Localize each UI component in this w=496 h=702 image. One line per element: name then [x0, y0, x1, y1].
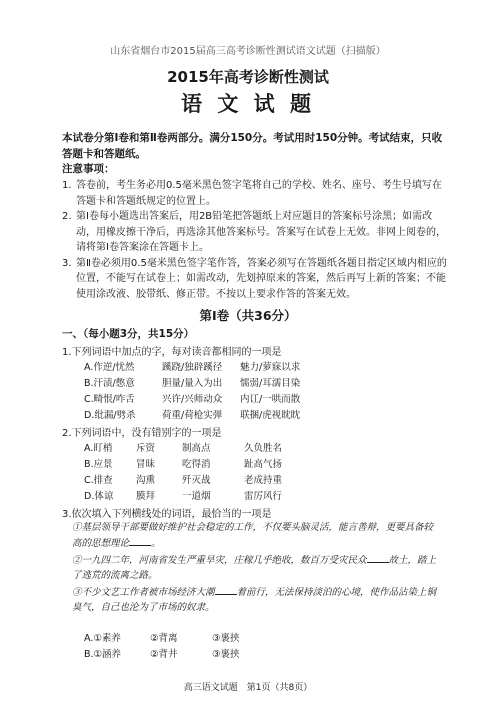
- option-cell: 吃得消: [182, 459, 211, 470]
- answer-blank: [129, 535, 151, 546]
- question-2-option-c: [84, 472, 282, 486]
- answer-blank: [215, 584, 237, 595]
- passage-text: 着前行，无法保持淡泊的心境，使作品沾染上铜臭气，自己也沦为了市场的奴隶。: [72, 587, 437, 613]
- option-cell: ②背井: [150, 649, 178, 660]
- option-cell: C.排查: [84, 475, 113, 486]
- option-cell: 懦弱/耳濡目染: [240, 378, 301, 389]
- question-3-passage-1: [72, 520, 442, 551]
- notice-title: 注意事项：: [62, 163, 115, 175]
- passage-text: ③不少文艺工作者被市场经济大潮: [72, 587, 215, 598]
- question-3-passage-3: [72, 584, 442, 615]
- question-1-option-d: [84, 407, 300, 421]
- question-1-option-c: [84, 391, 300, 405]
- question-2-option-a: [84, 440, 282, 454]
- option-cell: 冒昧: [136, 459, 156, 470]
- section-title: 一、（每小题3分，共15分）: [62, 328, 195, 340]
- question-3-stem: 3.依次填入下列横线处的词语，最恰当的一项是: [62, 509, 272, 520]
- question-3-option-a: [84, 630, 240, 644]
- option-cell: 兴许/兴师动众: [162, 394, 223, 405]
- page-footer: 高三语文试题 第1页（共8页）: [183, 683, 313, 693]
- option-cell: B.①涵养: [84, 649, 122, 660]
- option-cell: ③裹挟: [212, 633, 240, 644]
- answer-blank: [367, 552, 389, 563]
- option-cell: 胆量/量入为出: [162, 378, 223, 389]
- question-1-option-a: [84, 359, 300, 373]
- notice-number: 1.: [62, 180, 72, 191]
- notice-text: 答卷前，考生务必用0.5毫米黑色签字笔将自己的学校、姓名、座号、考生号填写在答题卡和答题纸规定的位置上。: [76, 180, 442, 207]
- option-cell: A.盯梢: [84, 443, 113, 454]
- question-3-passage-2: [72, 552, 442, 583]
- option-cell: 内讧/一哄而散: [240, 394, 301, 405]
- notice-text: 第Ⅱ卷必须用0.5毫米黑色签字笔作答，答案必须写在答题纸各题目指定区域内相应的位置，不能写在试卷上；如需改动，先划掉原来的答案，然后再写上新的答案；不能使用涂改液、胶带纸、修正带。不按以上要求作答的答案无效。: [76, 257, 447, 300]
- option-cell: 荷重/荷枪实弹: [162, 410, 223, 421]
- option-cell: 一道烟: [182, 491, 211, 502]
- notice-item: [62, 209, 450, 256]
- notice-number: 3.: [62, 257, 72, 269]
- option-cell: ②背离: [150, 633, 178, 644]
- option-cell: 雷厉风行: [244, 491, 283, 502]
- option-cell: 歼灭战: [182, 475, 211, 486]
- volume-title: 第Ⅰ卷（共36分）: [199, 308, 297, 323]
- option-cell: 沟熏: [136, 475, 156, 486]
- option-cell: D.体谅: [84, 491, 114, 502]
- option-cell: 趾高气扬: [244, 459, 283, 470]
- passage-text: ②一九四二年，河南省发生严重旱灾，庄稼几乎绝收，数百万受灾民众: [72, 555, 367, 566]
- option-cell: 膜拜: [136, 491, 156, 502]
- passage-text: 。: [151, 538, 161, 549]
- exam-title: 2015年高考诊断性测试: [167, 68, 329, 86]
- notice-text: 第Ⅰ卷每小题选出答案后，用2B铅笔把答题纸上对应题目的答案标号涂黑；如需改动，用橡皮擦干净后，再选涂其他答案标号。答案写在试卷上无效。非网上阅卷的，请将第Ⅰ卷答案涂在答题卡上。: [76, 211, 446, 253]
- question-2-option-d: [84, 488, 282, 502]
- notice-item: [62, 256, 450, 303]
- scan-header-note: 山东省烟台市2015届高三高考诊断性测试语文试题（扫描版）: [110, 46, 386, 57]
- option-cell: 斥资: [136, 443, 156, 454]
- notice-list: [62, 178, 450, 302]
- option-cell: 魅力/萝寐以求: [240, 362, 301, 373]
- option-cell: 蹊跷/独辟蹊径: [162, 362, 223, 373]
- option-cell: ③裹挟: [212, 649, 240, 660]
- notice-number: 2.: [62, 211, 72, 222]
- question-2-option-b: [84, 456, 282, 470]
- passage-text: ①基层领导干部要做好维护社会稳定的工作，不仅要头脑灵活，能言善辩，更要具备较高的思想理论: [72, 522, 434, 549]
- passage-text: 故土，踏上了逃荒的流离之路。: [72, 555, 437, 581]
- question-1-option-b: [84, 375, 300, 389]
- intro-paragraph: 本试卷分第Ⅰ卷和第Ⅱ卷两部分。满分150分。考试用时150分钟。考试结束，只收答题卡和答题纸。: [62, 132, 443, 160]
- option-cell: B.汗渍/憋意: [84, 378, 135, 389]
- option-cell: A.①素养: [84, 633, 121, 644]
- option-cell: C.畸恨/咋舌: [84, 394, 135, 405]
- option-cell: B.应景: [84, 459, 113, 470]
- question-3-option-b: [84, 646, 240, 660]
- subject-title: 语 文 试 题: [181, 91, 315, 116]
- option-cell: 联捆/虎视眈眈: [240, 410, 301, 421]
- option-cell: 制高点: [182, 443, 211, 454]
- option-cell: 久负胜名: [244, 443, 283, 454]
- option-cell: D.纰漏/劈杀: [84, 410, 136, 421]
- question-2-stem: 2.下列词语中，没有错别字的一项是: [62, 428, 222, 439]
- option-cell: 老成持重: [244, 475, 283, 486]
- option-cell: A.作逆/忧然: [84, 362, 135, 373]
- question-1-stem: 1.下列词语中加点的字，每对读音都相同的一项是: [62, 347, 282, 358]
- notice-item: [62, 178, 450, 209]
